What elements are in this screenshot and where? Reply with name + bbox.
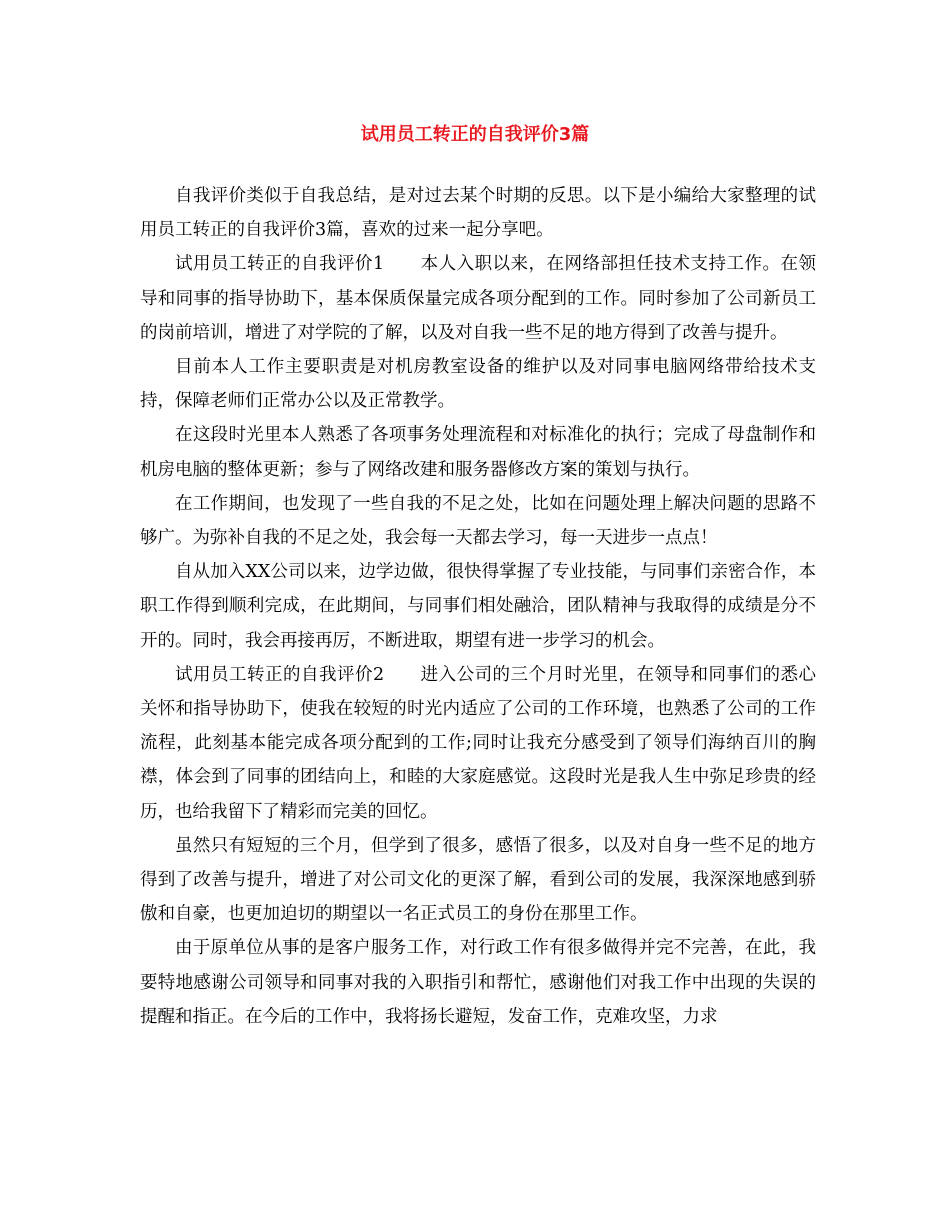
paragraph-gratitude: 由于原单位从事的是客户服务工作，对行政工作有很多做得并完不完善，在此，我要特地感谢公司领导和同事对我的入职指引和帮忙，感谢他们对我工作中出现的失误的提醒和指正。在今后的工作中，我将扬长避短，发奋工作，克难攻坚，力求	[140, 938, 816, 1027]
paragraph-achievements: 在这段时光里本人熟悉了各项事务处理流程和对标准化的执行；完成了母盘制作和机房电脑的整体更新；参与了网络改建和服务器修改方案的策划与执行。	[140, 425, 816, 480]
paragraph-three-months: 虽然只有短短的三个月，但学到了很多，感悟了很多，以及对自身一些不足的地方得到了改善与提升，增进了对公司文化的更深了解，看到公司的发展，我深深地感到骄傲和自豪，也更加迫切的期望以一名正式员工的身份在那里工作。	[140, 835, 816, 925]
document-body	[140, 179, 816, 1034]
paragraph-teamwork: 自从加入XX公司以来，边学边做，很快得掌握了专业技能，与同事们亲密合作，本职工作得到顺利完成，在此期间，与同事们相处融洽，团队精神与我取得的成绩是分不开的。同时，我会再接再厉，不断进取，期望有进一步学习的机会。	[140, 562, 816, 651]
document-title: 试用员工转正的自我评价3篇	[360, 124, 590, 145]
paragraph-evaluation-1: 试用员工转正的自我评价1 本人入职以来，在网络部担任技术支持工作。在领导和同事的指导协助下，基本保质保量完成各项分配到的工作。同时参加了公司新员工的岗前培训，增进了对学院的了解，以及对自我一些不足的地方得到了改善与提升。	[140, 254, 816, 343]
paragraph-duties: 目前本人工作主要职责是对机房教室设备的维护以及对同事电脑网络带给技术支持，保障老师们正常办公以及正常教学。	[140, 357, 816, 412]
paragraph-shortcomings: 在工作期间，也发现了一些自我的不足之处，比如在问题处理上解决问题的思路不够广。为弥补自我的不足之处，我会每一天都去学习，每一天进步一点点！	[140, 493, 816, 549]
paragraph-evaluation-2: 试用员工转正的自我评价2 进入公司的三个月时光里，在领导和同事们的悉心关怀和指导协助下，使我在较短的时光内适应了公司的工作环境，也熟悉了公司的工作流程，此刻基本能完成各项分配到的工作;同时让我充分感受到了领导们海纳百川的胸襟，体会到了同事的团结向上，和睦的大家庭感觉。这段时光是我人生中弥足珍贵的经历，也给我留下了精彩而完美的回忆。	[140, 664, 816, 822]
paragraph-intro: 自我评价类似于自我总结，是对过去某个时期的反思。以下是小编给大家整理的试用员工转正的自我评价3篇，喜欢的过来一起分享吧。	[140, 186, 816, 241]
